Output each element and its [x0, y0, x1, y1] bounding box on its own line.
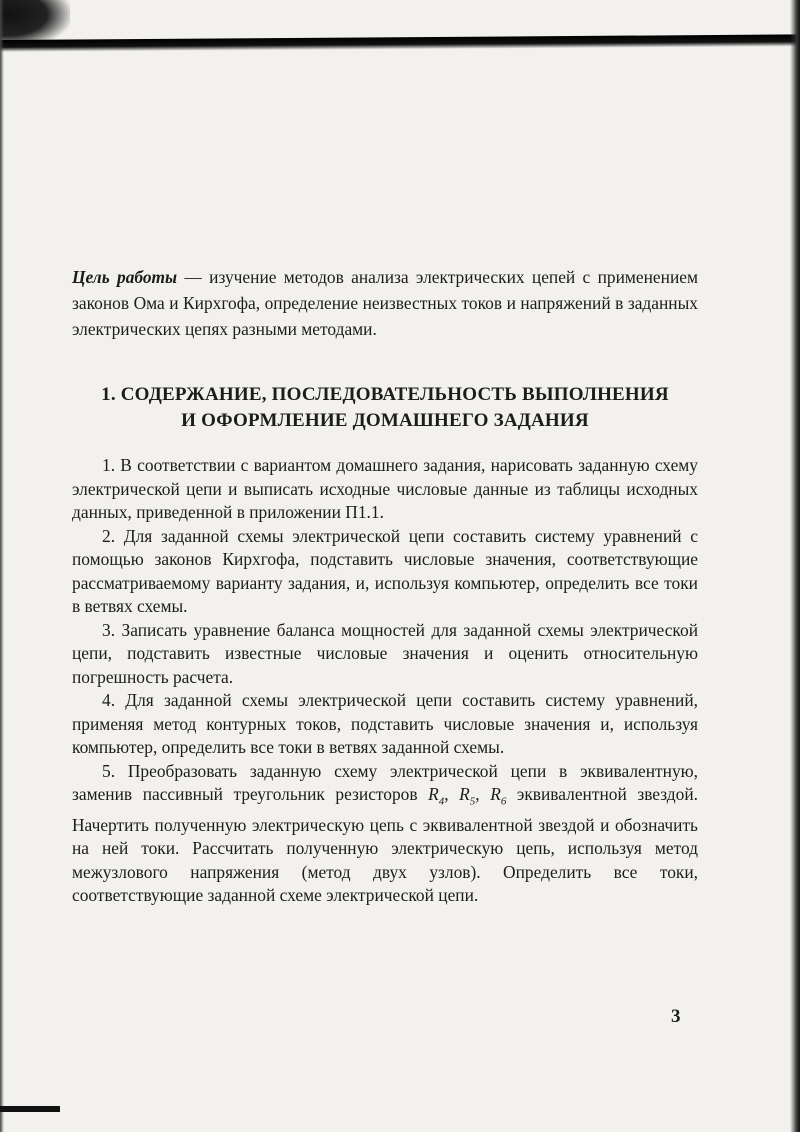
- scan-shadow-bottom: [0, 1106, 60, 1112]
- task-item-5-text: 5. Преобразовать заданную схему электрической цепи в эквивалентную, заменив пассивный треугольник резисторов: [72, 760, 698, 804]
- task-item-2: 2. Для заданной схемы электрической цепи составить систему уравнений с помощью законов Кирхгофа, подставить числовые значения, соответствующие рассматриваемому варианту задания, и, используя компьютер, определить все токи в ветвях схемы.: [72, 525, 698, 616]
- task-item-4: 4. Для заданной схемы электрической цепи составить систему уравнений, применяя метод контурных токов, подставить числовые значения и, используя компьютер, определить все токи в ветвях заданной схемы.: [72, 690, 698, 757]
- task-list: [72, 454, 698, 908]
- intro-text: — изучение методов анализа электрических цепей с применением законов Ома и Кирхгофа, определение неизвестных токов и напряжений в заданных электрических цепях разными методами.: [72, 267, 698, 339]
- task-item-1: 1. В соответствии с вариантом домашнего задания, нарисовать заданную схему электрической цепи и выписать исходные числовые данные из таблицы исходных данных, приведенной в приложении П1.1.: [72, 455, 698, 522]
- section-heading: [72, 382, 698, 434]
- task-item-5: 5. Преобразовать заданную схему электрической цепи в эквивалентную, заменив пассивный треугольник резисторов $R_4$, $R_5$, $R_6$ эквивалентной звездой. Начертить полученную электрическую цепь с эквивалентной звездой и обозначить на ней токи. Рассчитать полученную электрическую цепь, используя метод межузлового напряжения (метод двух узлов). Определить все токи, соответствующие заданной схеме электрической цепи.: [72, 760, 698, 906]
- task-item-3: 3. Записать уравнение баланса мощностей для заданной схемы электрической цепи, подставить известные числовые значения и оценить относительную погрешность расчета.: [72, 619, 698, 687]
- resistor-r4: R: [428, 784, 439, 804]
- scan-shadow-right: [790, 0, 800, 1132]
- document-page: [72, 264, 698, 908]
- resistor-r6: R: [490, 784, 501, 804]
- resistor-r6-index: 6: [500, 795, 507, 808]
- task-item-5-rest: эквивалентной звездой. Начертить полученную электрическую цепь с эквивалентной звездой и обозначить на ней токи. Рассчитать полученную электрическую цепь, используя метод межузлового напряжения (метод двух узлов). Определить все токи, соответствующие заданной схеме электрической цепи.: [72, 784, 698, 906]
- section-title-line2: И ОФОРМЛЕНИЕ ДОМАШНЕГО ЗАДАНИЯ: [181, 410, 589, 431]
- intro-lead: Цель работы: [72, 267, 178, 287]
- scan-shadow-left: [0, 0, 4, 1132]
- resistor-r4-index: 4: [438, 795, 445, 808]
- page-number: 3: [671, 1006, 681, 1027]
- resistor-r5: R: [459, 784, 470, 804]
- section-title-line1: 1. СОДЕРЖАНИЕ, ПОСЛЕДОВАТЕЛЬНОСТЬ ВЫПОЛНЕНИЯ: [101, 384, 669, 405]
- resistor-r5-index: 5: [469, 795, 476, 808]
- scan-shadow-top: [0, 34, 800, 52]
- intro-paragraph: [72, 264, 698, 342]
